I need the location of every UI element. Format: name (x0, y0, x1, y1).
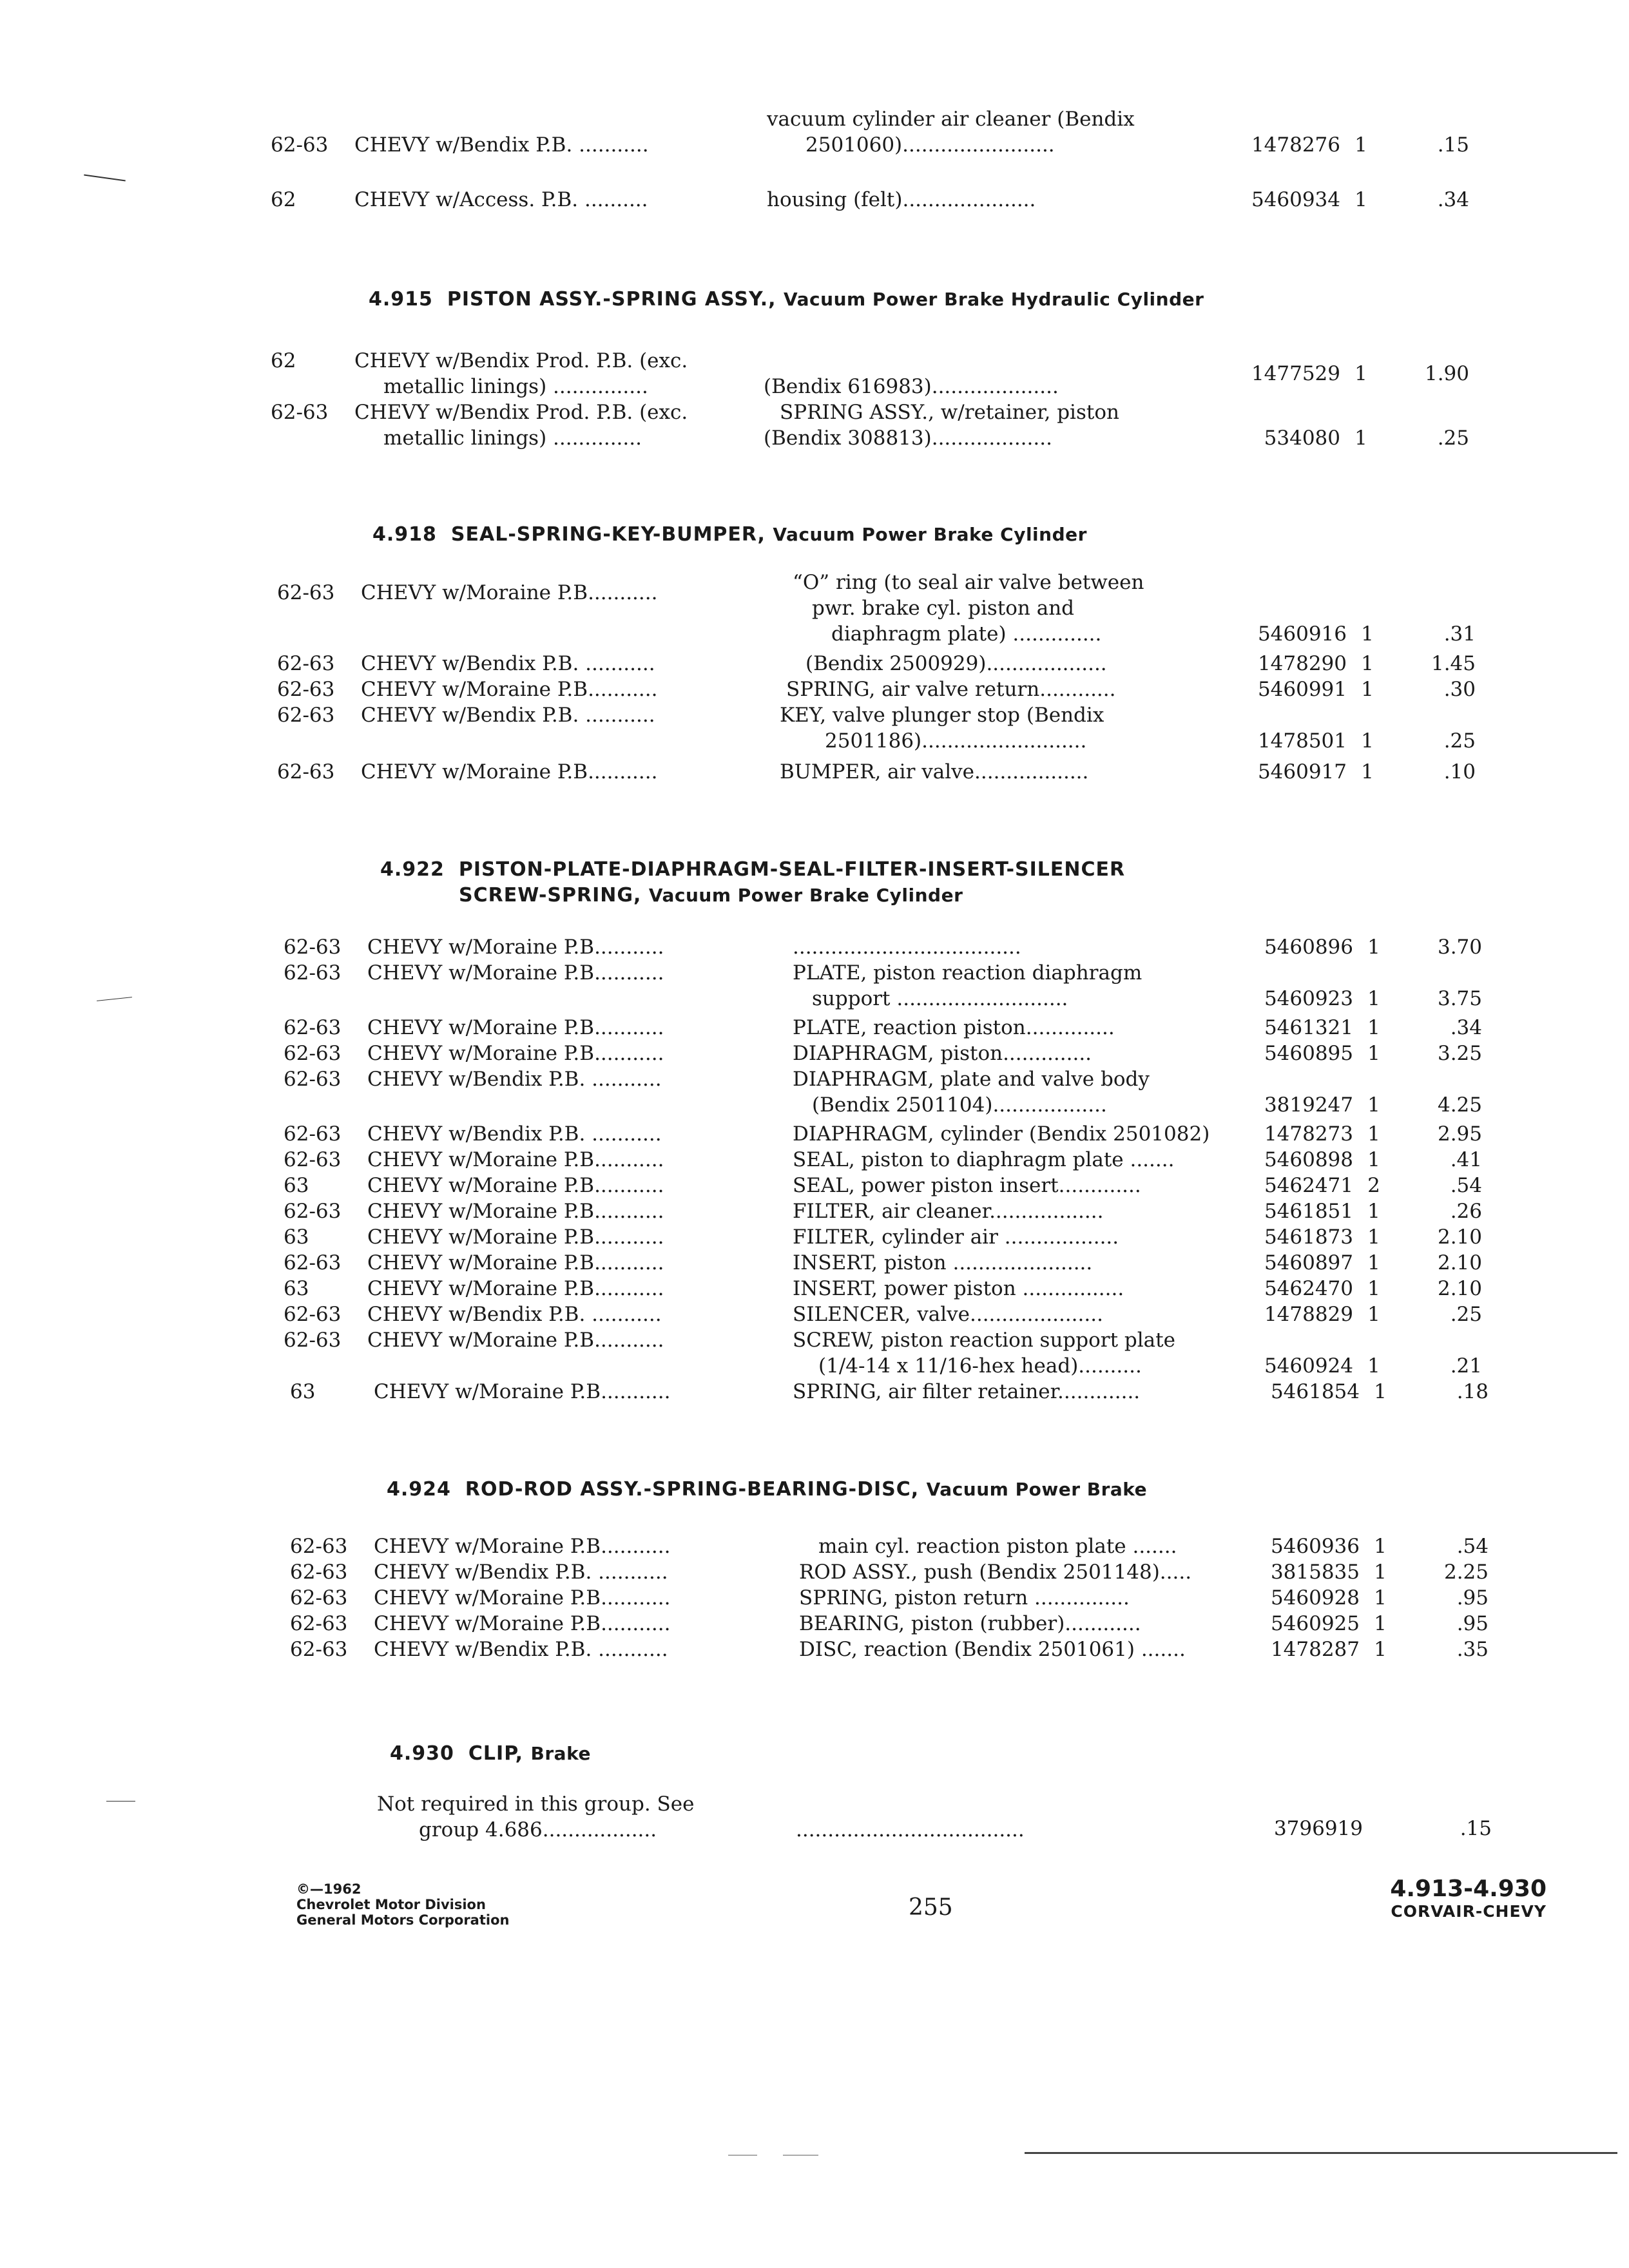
quantity-cell: 1 (1367, 1148, 1380, 1171)
footer-publisher (296, 1881, 509, 1928)
part-number-cell: 5460924 (1264, 1354, 1353, 1378)
description-cell-line2: (Bendix 2501104).................. (812, 1093, 1107, 1117)
model-cell: CHEVY w/Moraine P.B........... (374, 1612, 671, 1635)
model-cell: CHEVY w/Moraine P.B........... (367, 961, 664, 985)
group-range: 4.913-4.930 (1390, 1876, 1547, 1902)
part-number-cell: 1478287 (1270, 1638, 1360, 1661)
price-cell: 3.70 (1437, 936, 1482, 959)
model-cell-line2: metallic linings) .............. (383, 427, 642, 450)
section-subtitle: Brake (530, 1743, 591, 1764)
quantity-cell: 1 (1367, 1122, 1380, 1146)
part-number-cell: 3796919 (1273, 1817, 1363, 1840)
section-number: 4.924 (387, 1478, 451, 1501)
section-subtitle: Vacuum Power Brake (926, 1479, 1148, 1500)
price-cell: 1.90 (1424, 362, 1469, 385)
year-cell: 62-63 (290, 1638, 348, 1661)
year-cell: 63 (284, 1174, 309, 1197)
punch-mark (84, 174, 126, 181)
description-cell: .................................... (796, 1818, 1025, 1841)
description-cell-line3: diaphragm plate) .............. (831, 622, 1102, 646)
year-cell: 63 (284, 1277, 309, 1300)
year-cell: 62-63 (290, 1561, 348, 1584)
part-number-cell: 5461851 (1264, 1200, 1353, 1223)
vehicle-model: CORVAIR-CHEVY (1391, 1902, 1547, 1921)
price-cell: .15 (1460, 1817, 1492, 1840)
part-number-cell: 5460923 (1264, 987, 1353, 1010)
description-cell: KEY, valve plunger stop (Bendix (780, 704, 1104, 727)
part-number-cell: 5462471 (1264, 1174, 1353, 1197)
quantity-cell: 1 (1361, 729, 1374, 753)
model-cell: CHEVY w/Moraine P.B........... (367, 1042, 664, 1065)
quantity-cell: 1 (1367, 987, 1380, 1010)
description-cell-line2: 2501186).......................... (825, 729, 1087, 753)
model-cell: CHEVY w/Bendix P.B. ........... (374, 1561, 668, 1584)
part-number-cell: 5460928 (1270, 1586, 1360, 1610)
description-cell: SCREW, piston reaction support plate (793, 1329, 1175, 1352)
scan-artifact (783, 2155, 818, 2156)
description-cell: FILTER, air cleaner.................. (793, 1200, 1104, 1223)
model-cell: CHEVY w/Bendix Prod. P.B. (exc. (354, 349, 688, 372)
table-row (277, 571, 1501, 646)
description-cell: housing (felt)..................... (767, 188, 1036, 211)
model-cell: CHEVY w/Moraine P.B........... (367, 1200, 664, 1223)
price-cell: 3.25 (1437, 1042, 1482, 1065)
page-number: 255 (909, 1894, 953, 1921)
model-cell: CHEVY w/Moraine P.B........... (374, 1586, 671, 1610)
quantity-cell: 1 (1361, 652, 1374, 675)
division-name: Chevrolet Motor Division (296, 1897, 486, 1912)
model-cell: CHEVY w/Moraine P.B........... (361, 678, 658, 701)
quantity-cell: 1 (1354, 188, 1367, 211)
price-cell: .34 (1437, 188, 1469, 211)
quantity-cell: 1 (1354, 362, 1367, 385)
description-cell: BUMPER, air valve.................. (780, 760, 1089, 783)
year-cell: 62-63 (284, 1068, 342, 1091)
model-cell: CHEVY w/Bendix P.B. ........... (367, 1068, 662, 1091)
part-number-cell: 1478273 (1264, 1122, 1353, 1146)
description-cell: PLATE, piston reaction diaphragm (793, 961, 1142, 985)
model-cell: CHEVY w/Access. P.B. .......... (354, 188, 648, 211)
table-row (271, 187, 1495, 216)
table-row (271, 399, 1495, 450)
section-title-line2: SCREW-SPRING, (459, 884, 642, 907)
model-cell: Not required in this group. See (377, 1792, 695, 1816)
year-cell: 62-63 (284, 1303, 342, 1326)
section-heading (369, 287, 1204, 312)
table-row (277, 702, 1501, 753)
scan-artifact (728, 2155, 757, 2156)
part-number-cell: 5460898 (1264, 1148, 1353, 1171)
model-cell: CHEVY w/Moraine P.B........... (367, 1251, 664, 1274)
section-number: 4.915 (369, 288, 433, 311)
quantity-cell: 1 (1361, 678, 1374, 701)
year-cell: 62-63 (277, 704, 335, 727)
part-number-cell: 1478276 (1251, 133, 1340, 157)
year-cell: 62-63 (284, 1148, 342, 1171)
quantity-cell: 1 (1374, 1612, 1387, 1635)
section-number: 4.930 (390, 1742, 454, 1765)
price-cell: 4.25 (1437, 1093, 1482, 1117)
model-cell: CHEVY w/Bendix Prod. P.B. (exc. (354, 401, 688, 424)
price-cell: .95 (1456, 1586, 1489, 1610)
section-subtitle: Vacuum Power Brake Hydraulic Cylinder (784, 289, 1204, 310)
part-number-cell: 534080 (1264, 427, 1340, 450)
quantity-cell: 1 (1361, 622, 1374, 646)
price-cell: 2.10 (1437, 1251, 1482, 1274)
part-number-cell: 5460897 (1264, 1251, 1353, 1274)
section-number: 4.918 (372, 523, 437, 546)
quantity-cell: 1 (1367, 1016, 1380, 1039)
table-row (290, 1379, 1514, 1408)
part-number-cell: 5460895 (1264, 1042, 1353, 1065)
part-number-cell: 5460991 (1257, 678, 1347, 701)
part-number-cell: 5461873 (1264, 1225, 1353, 1249)
year-cell: 62-63 (271, 133, 329, 157)
section-title: ROD-ROD ASSY.-SPRING-BEARING-DISC, (465, 1478, 920, 1501)
year-cell: 62-63 (284, 1329, 342, 1352)
description-cell: DIAPHRAGM, cylinder (Bendix 2501082) (793, 1122, 1210, 1146)
section-title: SEAL-SPRING-KEY-BUMPER, (450, 523, 766, 546)
model-cell: CHEVY w/Bendix P.B. ........... (361, 704, 655, 727)
price-cell: 2.25 (1443, 1561, 1489, 1584)
year-cell: 62-63 (290, 1535, 348, 1558)
price-cell: .21 (1450, 1354, 1482, 1378)
price-cell: .54 (1450, 1174, 1482, 1197)
year-cell: 62-63 (284, 1251, 342, 1274)
description-cell: SPRING, air filter retainer............. (793, 1380, 1141, 1403)
price-cell: .54 (1456, 1535, 1489, 1558)
model-cell: CHEVY w/Moraine P.B........... (374, 1380, 671, 1403)
price-cell: .31 (1443, 622, 1476, 646)
year-cell: 62 (271, 349, 296, 372)
quantity-cell: 1 (1374, 1535, 1387, 1558)
model-cell: CHEVY w/Moraine P.B........... (367, 936, 664, 959)
quantity-cell: 1 (1374, 1561, 1387, 1584)
model-cell: CHEVY w/Moraine P.B........... (361, 760, 658, 783)
table-row (284, 1327, 1508, 1378)
description-cell: FILTER, cylinder air .................. (793, 1225, 1119, 1249)
description-cell-line2: pwr. brake cyl. piston and (812, 597, 1075, 620)
quantity-cell: 1 (1354, 133, 1367, 157)
section-heading (390, 1741, 591, 1767)
quantity-cell: 1 (1374, 1586, 1387, 1610)
part-number-cell: 1478501 (1257, 729, 1347, 753)
model-cell-line2: group 4.686.................. (419, 1818, 657, 1841)
year-cell: 62-63 (277, 581, 335, 604)
price-cell: .18 (1456, 1380, 1489, 1403)
price-cell: .30 (1443, 678, 1476, 701)
model-cell: CHEVY w/Bendix P.B. ........... (354, 133, 649, 157)
part-number-cell: 5462470 (1264, 1277, 1353, 1300)
price-cell: .25 (1437, 427, 1469, 450)
model-cell: CHEVY w/Bendix P.B. ........... (367, 1303, 662, 1326)
year-cell: 62-63 (290, 1612, 348, 1635)
model-cell: CHEVY w/Moraine P.B........... (367, 1329, 664, 1352)
section-heading (387, 1477, 1147, 1503)
quantity-cell: 1 (1367, 1303, 1380, 1326)
year-cell: 62-63 (290, 1586, 348, 1610)
year-cell: 63 (290, 1380, 316, 1403)
description-cell: DIAPHRAGM, plate and valve body (793, 1068, 1150, 1091)
section-heading (380, 857, 1125, 883)
price-cell: .41 (1450, 1148, 1482, 1171)
description-cell: SPRING, air valve return............ (786, 678, 1116, 701)
model-cell: CHEVY w/Moraine P.B........... (367, 1174, 664, 1197)
year-cell: 62-63 (284, 1122, 342, 1146)
quantity-cell: 1 (1367, 1277, 1380, 1300)
section-title: PISTON ASSY.-SPRING ASSY., (447, 288, 776, 311)
year-cell: 62 (271, 188, 296, 211)
year-cell: 62-63 (277, 760, 335, 783)
year-cell: 62-63 (284, 1200, 342, 1223)
description-cell: DIAPHRAGM, piston.............. (793, 1042, 1092, 1065)
quantity-cell: 1 (1367, 1200, 1380, 1223)
table-row (293, 1791, 1518, 1841)
description-cell: INSERT, power piston ................ (793, 1277, 1124, 1300)
part-number-cell: 5460934 (1251, 188, 1340, 211)
part-number-cell: 5460916 (1257, 622, 1347, 646)
description-cell: INSERT, piston ...................... (793, 1251, 1093, 1274)
price-cell: .95 (1456, 1612, 1489, 1635)
year-cell: 62-63 (284, 961, 342, 985)
description-cell: SILENCER, valve..................... (793, 1303, 1103, 1326)
section-subtitle: Vacuum Power Brake Cylinder (773, 524, 1087, 545)
table-row (290, 1637, 1514, 1666)
quantity-cell: 1 (1367, 1225, 1380, 1249)
year-cell: 62-63 (271, 401, 329, 424)
model-cell: CHEVY w/Moraine P.B........... (367, 1277, 664, 1300)
part-number-cell: 1478290 (1257, 652, 1347, 675)
description-cell: ROD ASSY., push (Bendix 2501148)..... (799, 1561, 1192, 1584)
footer-section-range (1390, 1876, 1547, 1921)
description-cell: vacuum cylinder air cleaner (Bendix (767, 108, 1135, 131)
model-cell-line2: metallic linings) ............... (383, 375, 648, 398)
description-cell: PLATE, reaction piston.............. (793, 1016, 1115, 1039)
model-cell: CHEVY w/Moraine P.B........... (367, 1225, 664, 1249)
description-cell: (Bendix 2500929)................... (805, 652, 1107, 675)
part-number-cell: 5461321 (1264, 1016, 1353, 1039)
part-number-cell: 5460917 (1257, 760, 1347, 783)
price-cell: 2.10 (1437, 1225, 1482, 1249)
quantity-cell: 1 (1367, 1354, 1380, 1378)
description-cell-line2: (Bendix 308813)................... (764, 427, 1052, 450)
price-cell: .25 (1443, 729, 1476, 753)
part-number-cell: 3819247 (1264, 1093, 1353, 1117)
model-cell: CHEVY w/Moraine P.B........... (374, 1535, 671, 1558)
price-cell: 2.10 (1437, 1277, 1482, 1300)
price-cell: 3.75 (1437, 987, 1482, 1010)
description-cell: .................................... (793, 936, 1021, 959)
description-cell: SEAL, piston to diaphragm plate ....... (793, 1148, 1175, 1171)
section-subtitle: Vacuum Power Brake Cylinder (648, 885, 963, 906)
model-cell: CHEVY w/Bendix P.B. ........... (374, 1638, 668, 1661)
part-number-cell: 1477529 (1251, 362, 1340, 385)
quantity-cell: 1 (1354, 427, 1367, 450)
description-cell: main cyl. reaction piston plate ....... (818, 1535, 1177, 1558)
quantity-cell: 1 (1361, 760, 1374, 783)
description-cell-line2: (1/4-14 x 11/16-hex head).......... (818, 1354, 1142, 1378)
price-cell: .35 (1456, 1638, 1489, 1661)
price-cell: .10 (1443, 760, 1476, 783)
part-number-cell: 3815835 (1270, 1561, 1360, 1584)
model-cell: CHEVY w/Moraine P.B........... (367, 1148, 664, 1171)
table-row (284, 960, 1508, 1010)
model-cell: CHEVY w/Bendix P.B. ........... (361, 652, 655, 675)
part-number-cell: 5460896 (1264, 936, 1353, 959)
description-cell: “O” ring (to seal air valve between (793, 571, 1144, 594)
quantity-cell: 2 (1367, 1174, 1380, 1197)
price-cell: .34 (1450, 1016, 1482, 1039)
part-number-cell: 5460936 (1270, 1535, 1360, 1558)
section-number: 4.922 (380, 858, 445, 881)
description-cell: SPRING ASSY., w/retainer, piston (780, 401, 1119, 424)
year-cell: 62-63 (284, 936, 342, 959)
section-heading-line2 (459, 883, 963, 908)
scan-edge-line (1025, 2152, 1617, 2154)
year-cell: 62-63 (277, 652, 335, 675)
table-row (284, 1066, 1508, 1117)
copyright-notice: ©—1962 (296, 1881, 361, 1897)
description-cell: BEARING, piston (rubber)............ (799, 1612, 1141, 1635)
model-cell: CHEVY w/Moraine P.B........... (361, 581, 658, 604)
table-row (271, 348, 1495, 398)
table-row (271, 108, 1495, 162)
quantity-cell: 1 (1367, 1251, 1380, 1274)
quantity-cell: 1 (1367, 936, 1380, 959)
part-number-cell: 1478829 (1264, 1303, 1353, 1326)
section-title: CLIP, (468, 1742, 524, 1765)
price-cell: .15 (1437, 133, 1469, 157)
description-cell: DISC, reaction (Bendix 2501061) ....... (799, 1638, 1186, 1661)
description-cell: SEAL, power piston insert............. (793, 1174, 1141, 1197)
punch-mark (106, 1801, 135, 1802)
quantity-cell: 1 (1374, 1380, 1387, 1403)
year-cell: 62-63 (284, 1016, 342, 1039)
year-cell: 63 (284, 1225, 309, 1249)
quantity-cell: 1 (1367, 1042, 1380, 1065)
quantity-cell: 1 (1367, 1093, 1380, 1117)
table-row (277, 759, 1501, 789)
description-cell-line2: support ........................... (812, 987, 1068, 1010)
section-heading (372, 522, 1087, 548)
punch-mark (97, 997, 132, 1001)
year-cell: 62-63 (284, 1042, 342, 1065)
price-cell: .25 (1450, 1303, 1482, 1326)
corporation-name: General Motors Corporation (296, 1912, 510, 1928)
price-cell: 1.45 (1431, 652, 1476, 675)
model-cell: CHEVY w/Bendix P.B. ........... (367, 1122, 662, 1146)
description-cell-line2: 2501060)........................ (805, 133, 1055, 157)
quantity-cell: 1 (1374, 1638, 1387, 1661)
year-cell: 62-63 (277, 678, 335, 701)
description-cell: (Bendix 616983).................... (764, 375, 1059, 398)
part-number-cell: 5460925 (1270, 1612, 1360, 1635)
model-cell: CHEVY w/Moraine P.B........... (367, 1016, 664, 1039)
section-title: PISTON-PLATE-DIAPHRAGM-SEAL-FILTER-INSERT-SILENCER (458, 858, 1126, 881)
price-cell: 2.95 (1437, 1122, 1482, 1146)
price-cell: .26 (1450, 1200, 1482, 1223)
part-number-cell: 5461854 (1270, 1380, 1360, 1403)
description-cell: SPRING, piston return ............... (799, 1586, 1130, 1610)
